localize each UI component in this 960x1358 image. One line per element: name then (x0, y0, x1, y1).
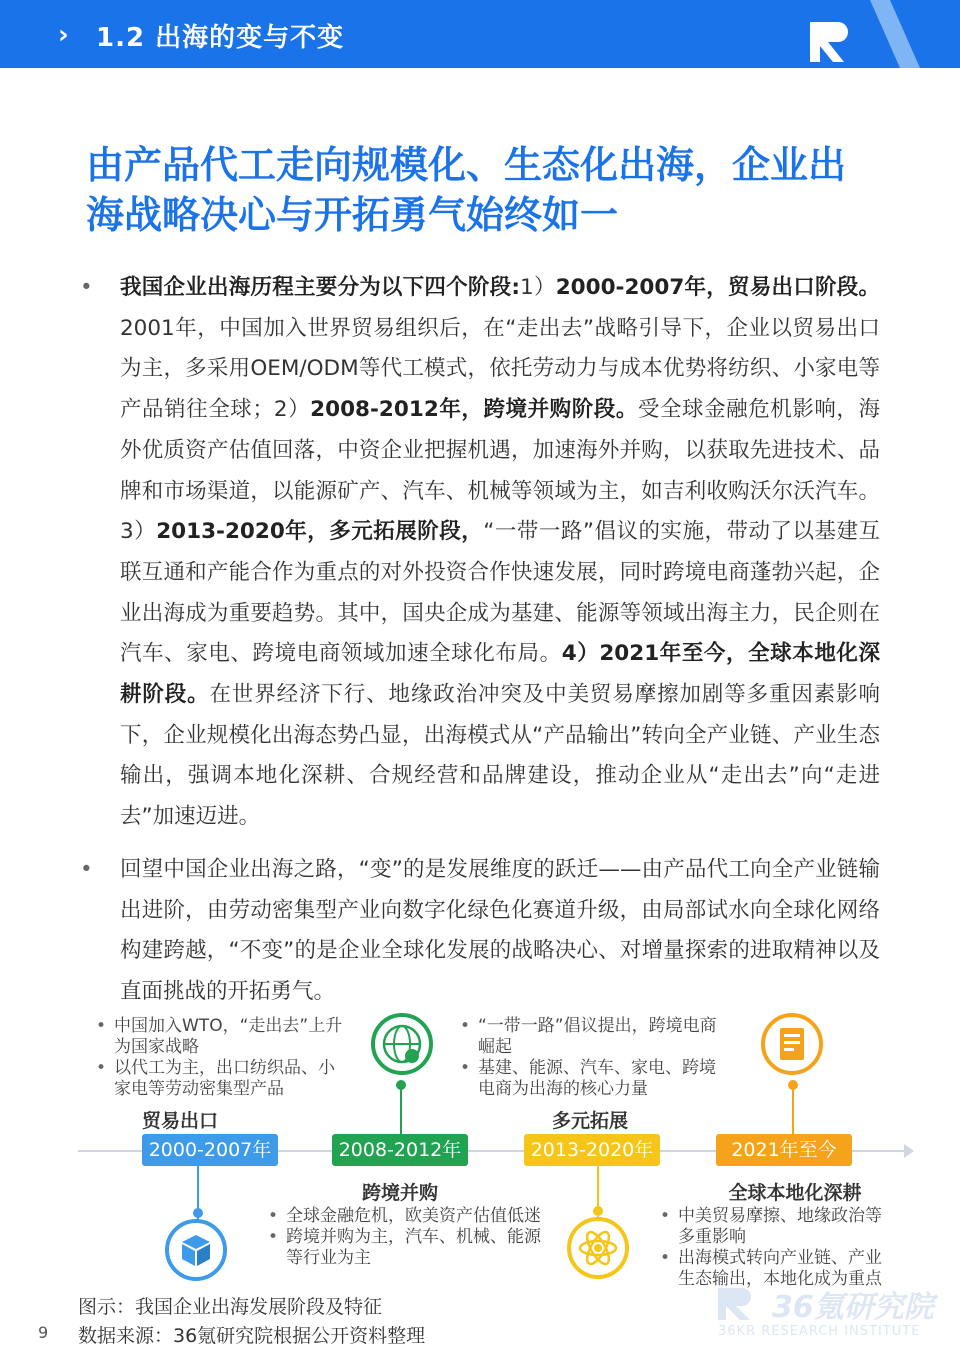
section-title: 1.2 出海的变与不变 (96, 23, 345, 53)
stage4-note-2: • 出海模式转向产业链、产业生态输出，本地化成为重点 (658, 1248, 898, 1290)
stage3-note-1: • “一带一路”倡议提出，跨境电商崛起 (458, 1016, 718, 1058)
atom-icon (566, 1216, 630, 1280)
chevron-right-icon: › (58, 20, 69, 50)
stage4-connector (792, 1082, 794, 1134)
brand-logo-icon (800, 0, 920, 68)
stage1-title: 2000-2007年，贸易出口阶段。 (555, 275, 880, 300)
stage2-name: 跨境并购 (361, 1182, 438, 1204)
stage1-period-pill: 2000-2007年 (142, 1134, 278, 1166)
stage2-title: 2008-2012年，跨境并购阶段。 (310, 397, 638, 423)
stage3-notes (458, 1016, 718, 1100)
bullet-dot: • (80, 275, 93, 300)
stage3-period-pill: 2013-2020年 (524, 1134, 660, 1166)
stage4-notes (658, 1206, 898, 1290)
figure-caption: 图示：我国企业出海发展阶段及特征 (78, 1296, 383, 1318)
bullet-reflection (80, 850, 880, 1013)
stage1-node (193, 1208, 203, 1218)
stage4-name: 全球本地化深耕 (728, 1182, 862, 1204)
stage2-connector (400, 1082, 402, 1134)
stage1-note-1: • 中国加入WTO，“走出去”上升为国家战略 (94, 1016, 344, 1058)
bullet-stages (80, 268, 880, 838)
stage2-period-pill: 2008-2012年 (332, 1134, 468, 1166)
stage2-text: 受全球金融危机影响，海外优质资产估值回落，中资企业把握机遇，加速海外并购，以获取先进技术、品牌和市场渠道，以能源矿产、汽车、机械等领域为主，如吉利收购沃尔沃汽车。3） (120, 397, 880, 545)
watermark (716, 1282, 936, 1342)
stage1-text: 2001年，中国加入世界贸易组织后，在“走出去”战略引导下，企业以贸易出口为主，多采用OEM/ODM等代工模式，依托劳动力与成本优势将纺织、小家电等产品销往全球；2） (120, 315, 880, 423)
stage3-note-2: • 基建、能源、汽车、家电、跨境电商为出海的核心力量 (458, 1058, 718, 1100)
page-number: 9 (38, 1323, 49, 1342)
stage4-title: 4）2021年至今，全球本地化深耕阶段。 (120, 641, 880, 708)
page-heading (86, 140, 886, 240)
watermark-logo-icon (716, 1286, 762, 1322)
stage3-node (593, 1206, 603, 1216)
stage1-note-2: • 以代工为主，出口纺织品、小家电等劳动密集型产品 (94, 1058, 344, 1100)
stage2-note-2: • 跨境并购为主，汽车、机械、能源等行业为主 (266, 1227, 556, 1269)
stage1-name: 贸易出口 (141, 1110, 218, 1132)
stage1-index: 1） (520, 275, 556, 300)
timeline-arrow-icon (904, 1144, 914, 1158)
stage3-text: “一带一路”倡议的实施，带动了以基建互联互通和产能合作为重点的对外投资合作快速发展，同时跨境电商蓬勃兴起，企业出海成为重要趋势。其中，国央企成为基建、能源等领域出海主力，民企则在汽车、家电、跨境电商领域加速全球化布局。 (120, 519, 880, 667)
heading-line-2: 海战略决心与开拓勇气始终如一 (86, 193, 619, 237)
stage3-title: 2013-2020年，多元拓展阶段， (156, 519, 484, 545)
reflection-text: 回望中国企业出海之路，“变”的是发展维度的跃迁——由产品代工向全产业链输出进阶，由劳动密集型产业向数字化绿色化赛道升级，由局部试水向全球化网络构建跨越，“不变”的是企业全球化发展的战略决心、对增量探索的进取精神以及直面挑战的开拓勇气。 (120, 856, 880, 1004)
source-caption: 数据来源：36氪研究院根据公开资料整理 (78, 1325, 426, 1347)
section-header (0, 0, 960, 68)
bullet-stages-intro: 我国企业出海历程主要分为以下四个阶段: (120, 275, 521, 300)
stage4-text: 在世界经济下行、地缘政治冲突及中美贸易摩擦加剧等多重因素影响下，企业规模化出海态势凸显，出海模式从“产品输出”转向全产业链、产业生态输出，强调本地化深耕、合规经营和品牌建设，推动企业从“走出去”向“走进去”加速迈进。 (120, 682, 880, 830)
stage1-notes (94, 1016, 344, 1100)
package-icon (164, 1218, 228, 1282)
heading-line-1: 由产品代工走向规模化、生态化出海，企业出 (86, 143, 847, 187)
stage2-note-1: • 全球金融危机，欧美资产估值低迷 (266, 1206, 556, 1227)
bullet-dot: • (80, 856, 93, 882)
notebook-icon (760, 1012, 824, 1076)
timeline-diagram (0, 1010, 960, 1290)
stage3-name: 多元拓展 (551, 1110, 628, 1132)
watermark-name: 36氪研究院 (772, 1290, 934, 1325)
globe-currency-icon (370, 1012, 434, 1076)
stage2-notes (266, 1206, 556, 1269)
stage4-period-pill: 2021年至今 (716, 1134, 852, 1166)
body-bullets (80, 268, 880, 1013)
watermark-en: 36KR RESEARCH INSTITUTE (718, 1324, 921, 1339)
stage4-note-1: • 中美贸易摩擦、地缘政治等多重影响 (658, 1206, 898, 1248)
